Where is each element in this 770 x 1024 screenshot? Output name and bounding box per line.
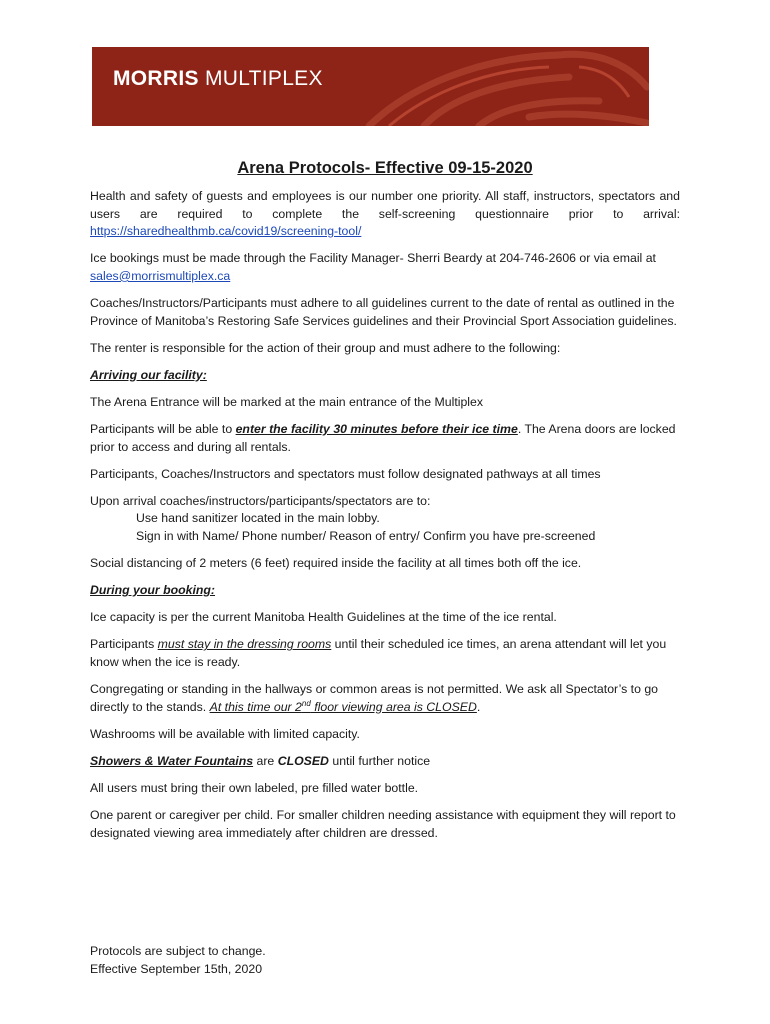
sales-email-link[interactable]: sales@morrismultiplex.ca [90,268,231,283]
horse-head-graphic [329,47,649,126]
parent-paragraph: One parent or caregiver per child. For smaller children needing assistance with equipment they will report to designated viewing area immediately after children are dressed. [90,807,676,840]
pathways-paragraph: Participants, Coaches/Instructors and spectators must follow designated pathways at all times [90,466,601,481]
washrooms-paragraph: Washrooms will be available with limited capacity. [90,726,360,741]
document-body [90,158,680,852]
participants-text-a: Participants will be able to [90,421,236,436]
showers-text-b: are [253,753,278,768]
congregating-text-a: Congregating or standing in the hallways or common areas is not permitted. We ask all Spectator’s to go directly to the stands. [90,681,659,714]
participants-paragraph [90,421,680,456]
dressing-emphasis: must stay in the dressing rooms [157,637,332,652]
footer-line-2: Effective September 15th, 2020 [90,961,263,976]
ordinal-suffix: nd [301,698,311,708]
arrival-step-1: Use hand sanitizer located in the main lobby. [136,511,380,526]
showers-text-d: until further notice [328,753,431,768]
intro-paragraph [90,188,680,241]
closed-emphasis: CLOSED [277,753,329,768]
congregating-text-c: . [476,699,481,714]
distancing-paragraph: Social distancing of 2 meters (6 feet) required inside the facility at all times both off the ice. [90,556,582,570]
viewing-area-text-2: floor viewing area is CLOSED [310,699,477,714]
arrival-step-2: Sign in with Name/ Phone number/ Reason of entry/ Confirm you have pre-screened [136,528,596,543]
upon-arrival-text: Upon arrival coaches/instructors/participants/spectators are to: [90,493,431,508]
viewing-area-text-1: At this time our 2 [209,699,302,714]
water-bottle-paragraph: All users must bring their own labeled, pre filled water bottle. [90,780,419,795]
page-title: Arena Protocols- Effective 09-15-2020 [237,159,533,177]
bookings-paragraph [90,250,680,285]
bookings-text: Ice bookings must be made through the Facility Manager- Sherri Beardy at 204-746-2606 or via email at [90,251,656,266]
brand-logo [113,67,323,91]
logo-light-text: MULTIPLEX [198,67,323,90]
header-banner [92,47,649,126]
logo-bold-text: MORRIS [113,67,199,90]
intro-text: Health and safety of guests and employees is our number one priority. All staff, instructors, spectators and users are required to complete the self-screening questionnaire prior to arrival: [90,189,680,221]
arrival-steps-paragraph [90,493,680,546]
screening-tool-link[interactable]: https://sharedhealthmb.ca/covid19/screening-tool/ [90,224,362,239]
arriving-heading: Arriving our facility: [90,367,207,382]
document-footer [90,943,266,978]
participants-text-c: . The Arena doors are locked prior to access and during all rentals. [90,421,676,454]
renter-paragraph: The renter is responsible for the action of their group and must adhere to the following: [90,340,561,355]
showers-paragraph [90,753,680,771]
guidelines-paragraph: Coaches/Instructors/Participants must adhere to all guidelines current to the date of rental as outlined in the Province of Manitoba’s Restoring Safe Services guidelines and their Provincial Sport Association guidelines. [90,295,677,328]
during-heading: During your booking: [90,583,216,598]
showers-label: Showers & Water Fountains [90,753,254,768]
dressing-text-c: until their scheduled ice times, an arena attendant will let you know when the ice is ready. [90,637,667,669]
congregating-paragraph [90,681,680,716]
viewing-area-notice [210,700,477,714]
capacity-paragraph: Ice capacity is per the current Manitoba Health Guidelines at the time of the ice rental. [90,610,557,625]
entrance-paragraph: The Arena Entrance will be marked at the main entrance of the Multiplex [90,394,484,409]
footer-line-1: Protocols are subject to change. [90,944,266,958]
participants-emphasis: enter the facility 30 minutes before their ice time [235,421,518,436]
dressing-paragraph [90,636,680,671]
dressing-text-a: Participants [90,637,158,652]
